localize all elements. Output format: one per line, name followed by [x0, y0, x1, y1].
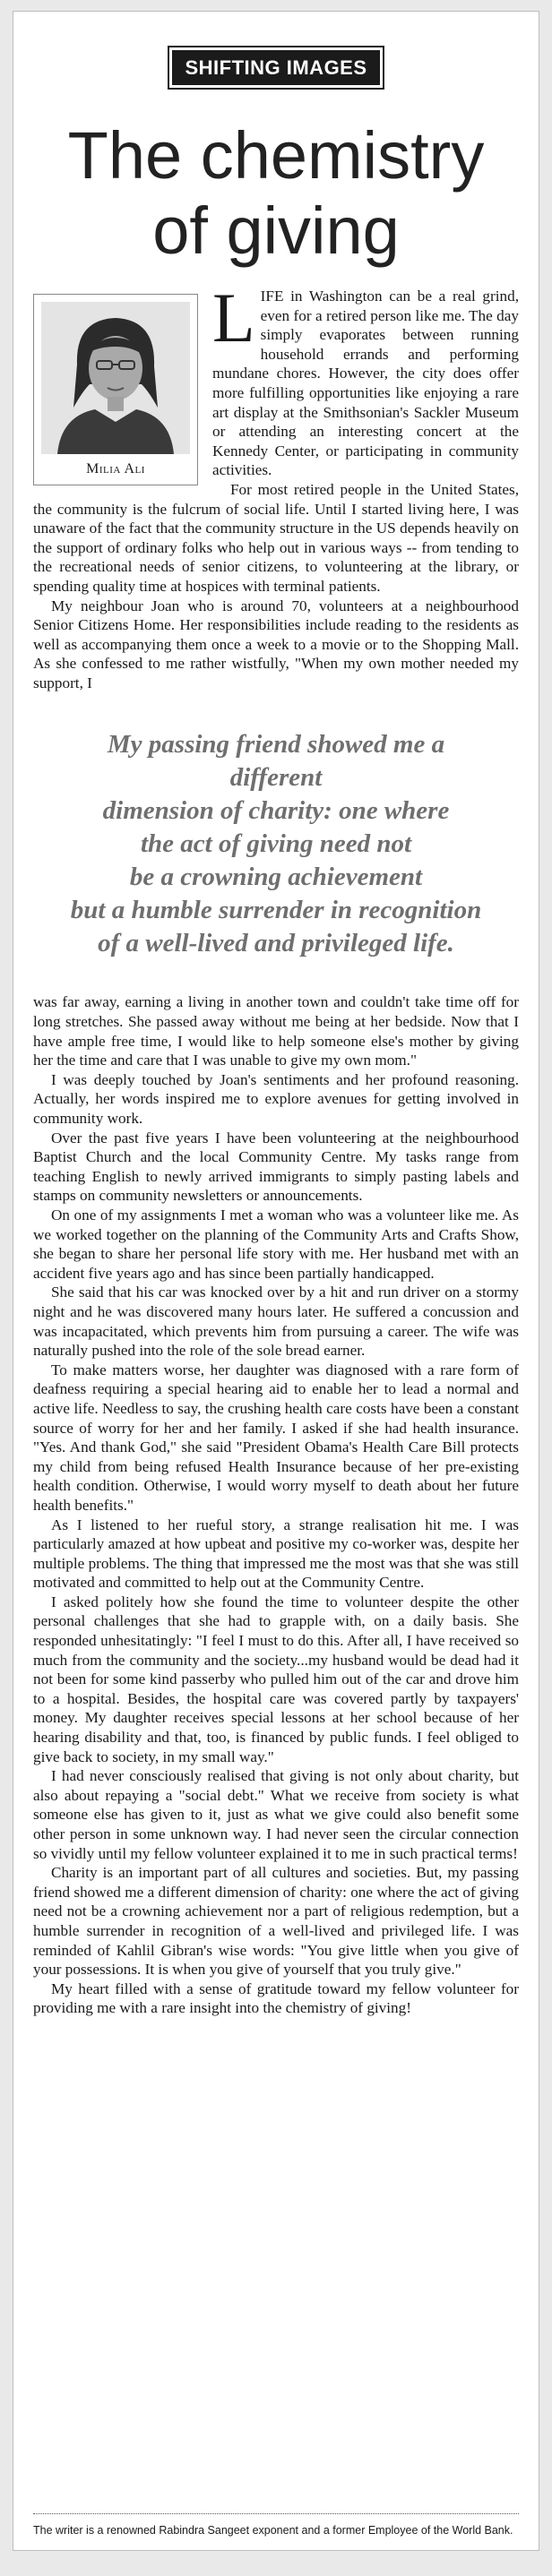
author-footnote: The writer is a renowned Rabindra Sangeet exponent and a former Employee of the World Bank.	[33, 2513, 519, 2537]
paragraph: She said that his car was knocked over by a hit and run driver on a stormy night and he was discovered many hours later. He suffered a concussion and was incapacitated, which prevents him from pursuing a career. The wife was naturally pushed into the role of the sole bread earner.	[33, 1284, 519, 1360]
title-line-2: of giving	[152, 193, 400, 268]
paragraph: For most retired people in the United States, the community is the fulcrum of social life. Until I started living here, I was unaware of the fact that the community structure in the US depends heavily on the support of ordinary folks who help out in various ways -- from tending to the recreational needs of senior citizens, to volunteering at the library, or spending quality time at hospices with terminal patients.	[33, 480, 519, 595]
article-body	[13, 279, 539, 2018]
pull-quote-line: but a humble surrender in recognition	[70, 896, 482, 925]
pull-quote-line: My passing friend showed me a different	[107, 730, 445, 793]
author-byline: Milia Ali	[86, 461, 145, 477]
title-line-1: The chemistry	[67, 118, 485, 193]
pull-quote-line: dimension of charity: one where	[102, 796, 450, 826]
column-kicker: SHIFTING IMAGES	[169, 47, 382, 88]
author-portrait-image	[41, 302, 190, 454]
pull-quote	[33, 692, 519, 992]
drop-cap: L	[212, 279, 255, 356]
paragraph: I asked politely how she found the time to volunteer despite the other personal challenges that she had to grapple with, on a daily basis. She responded unhesitatingly: "I feel I must to do this. After all, I have received so much from the community and the society...my husband would be dead had it not been for some kind passerby who pulled him out of the car and drove him to a hospital. Besides, the hospital care was covered partly by taxpayers' money. My daughter receives special lessons at her school because of her hearing disability and that, too, is financed by public funds. I feel obliged to give back to society, in my small way."	[33, 1593, 519, 1765]
article-title	[31, 118, 521, 269]
paragraph: was far away, earning a living in another town and couldn't take time off for long stretches. She passed away without me being at her bedside. Now that I have ample free time, I would like to help someone else's mother by giving her the time and care that I was unable to give my own mom."	[33, 993, 519, 1069]
paragraph: LIFE in Washington can be a real grind, even for a retired person like me. The day simply evaporates between running household errands and performing mundane chores. However, the city does offer more fulfilling opportunities like enjoying a rare art display at the Smithsonian's Sackler Museum or attending an interesting concert at the Kennedy Center, or participating in community activities.	[212, 279, 519, 479]
newspaper-column	[13, 11, 539, 2551]
kicker-wrap	[13, 12, 539, 88]
paragraph: My neighbour Joan who is around 70, volunteers at a neighbourhood Senior Citizens Home. Her responsibilities include reading to the residents as well as accompanying them once a week to a movie or to the Shopping Mall. As she confessed to me rather wistfully, "When my own mother needed my support, I	[33, 597, 519, 691]
paragraph: My heart filled with a sense of gratitude toward my fellow volunteer for providing me with a rare insight into the chemistry of giving!	[33, 1979, 519, 2017]
pull-quote-line: the act of giving need not	[140, 829, 412, 859]
paragraph: On one of my assignments I met a woman who was a volunteer like me. As we worked together on the planning of the Community Arts and Crafts Show, she began to share her personal life story with me. Her husband met with an accident five years ago and has since been partially handicapped.	[33, 1206, 519, 1282]
pull-quote-line: be a crowning achievement	[129, 863, 423, 892]
paragraph: Charity is an important part of all cultures and societies. But, my passing friend showed me a different dimension of charity: one where the act of giving need not be a crowning achievement nor a part of religious redemption, but a humble surrender in recognition of a well-lived and privileged life. I was reminded of Kahlil Gibran's wise words: "You give little when you give of your possessions. It is when you give of yourself that you truly give."	[33, 1864, 519, 1979]
author-photo-box	[33, 294, 198, 485]
pull-quote-line: of a well-lived and privileged life.	[98, 929, 454, 958]
paragraph: As I listened to her rueful story, a strange realisation hit me. I was particularly amazed at how upbeat and positive my co-worker was, despite her multiple problems. The thing that impressed me the most was that she was still motivated and committed to help out at the Community Centre.	[33, 1516, 519, 1592]
paragraph: Over the past five years I have been volunteering at the neighbourhood Baptist Church and the local Community Centre. My tasks range from teaching English to newly arrived immigrants to simply pasting labels and stamps on community newsletters or announcements.	[33, 1129, 519, 1205]
paragraph: I was deeply touched by Joan's sentiments and her profound reasoning. Actually, her words inspired me to explore avenues for getting involved in community work.	[33, 1070, 519, 1128]
author-photo	[41, 302, 190, 454]
paragraph: To make matters worse, her daughter was diagnosed with a rare form of deafness requiring a special hearing aid to enable her to lead a normal and active life. Needless to say, the crushing health care costs have been a constant source of worry for her and her family. I asked if she had health insurance. "Yes. And thank God," she said "President Obama's Health Care Bill protects my child from being refused Health Insurance because of her pre-existing health condition. Otherwise, I would worry myself to death about her future health benefits."	[33, 1361, 519, 1514]
paragraph: I had never consciously realised that giving is not only about charity, but also about repaying a "social debt." What we receive from society is what someone else has given to it, just as what we give could also benefit some other person in some unknown way. I had never seen the circular connection so vividly until my fellow volunteer explained it to me in such practical terms!	[33, 1767, 519, 1862]
